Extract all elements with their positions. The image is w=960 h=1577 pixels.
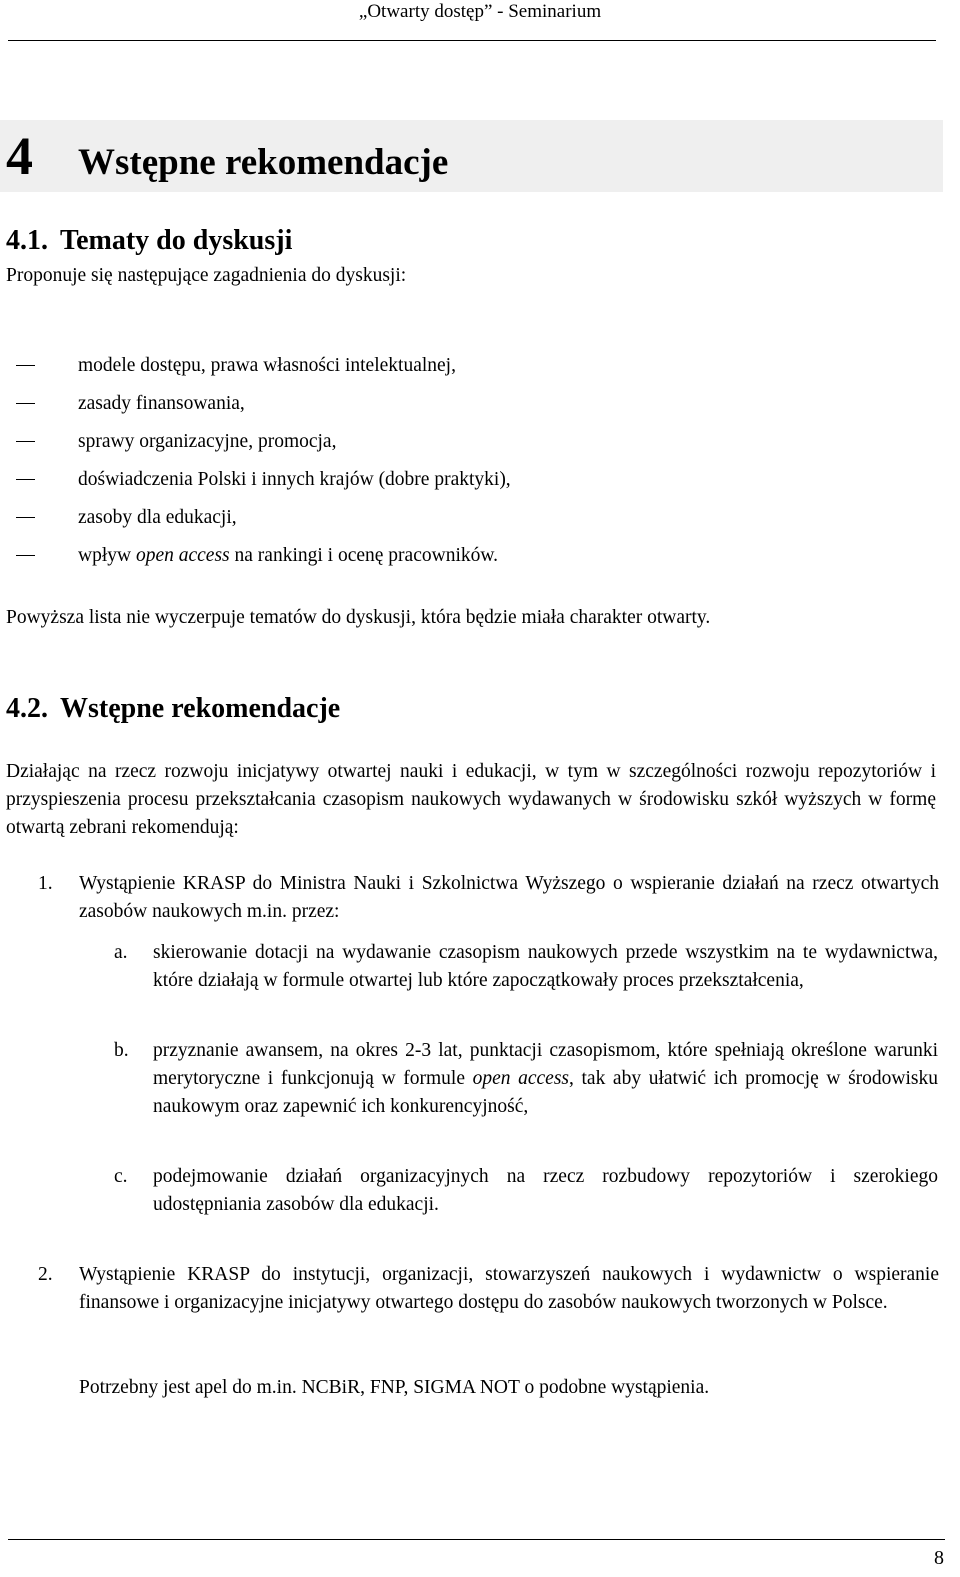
list-item: wpływ open access na rankingi i ocenę pracowników. [0,537,900,575]
list-marker: 2. [38,1264,53,1285]
section-number: 4.1. [6,225,48,256]
subitem-c [0,1163,940,1219]
list-item: modele dostępu, prawa własności intelektualnej, [0,347,900,385]
appeal-text: Potrzebny jest apel do m.in. NCBiR, FNP, SIGMA NOT o podobne wystąpienia. [79,1377,710,1398]
chapter-number: 4 [6,126,33,186]
list-marker: c. [114,1166,128,1187]
chapter-heading [6,126,448,193]
subitem-text: podejmowanie działań organizacyjnych na rzecz rozbudowy repozytoriów i szerokiego udostępniania zasobów dla edukacji. [153,1166,938,1215]
subitem-text: skierowanie dotacji na wydawanie czasopism naukowych przede wszystkim na te wydawnictwa, które działają w formule otwartej lub które zapoczątkowały proces przekształcenia, [153,942,938,991]
subitem-b [0,1037,940,1121]
list-item: zasoby dla edukacji, [0,499,900,537]
list-marker: b. [114,1040,129,1061]
dash-bullet [16,479,35,480]
recommendation-item-2 [0,1261,940,1317]
subitem-a [0,939,940,995]
section-number: 4.2. [6,693,48,724]
emphasis-open-access: open access [135,545,230,566]
list-marker: 1. [38,873,53,894]
dash-bullet [16,403,35,404]
section-heading-4-2 [6,692,340,726]
dash-bullet [16,555,35,556]
subitem-text: przyznanie awansem, na okres 2-3 lat, punktacji czasopismom, które spełniają określone warunki merytoryczne i funkcjonują w formule open access, tak aby ułatwić ich promocję w środowisku naukowym oraz zapewnić ich konkurencyjność, [153,1040,938,1117]
page-number: 8 [934,1547,944,1569]
header-rule [8,40,936,41]
dash-bullet [16,517,35,518]
dash-bullet [16,365,35,366]
recommendations-intro: Działając na rzecz rozwoju inicjatywy otwartej nauki i edukacji, w tym w szczególności rozwoju repozytoriów i przyspieszenia procesu przekształcania czasopism naukowych wydawanych w środowisku szkół wyższych w formę otwartą zebrani rekomendują: [6,761,936,838]
topics-closing-note: Powyższa lista nie wyczerpuje tematów do dyskusji, która będzie miała charakter otwarty. [6,607,711,628]
section-title: Tematy do dyskusji [60,225,293,256]
topics-intro: Proponuje się następujące zagadnienia do dyskusji: [6,265,407,286]
recommendation-text: Wystąpienie KRASP do instytucji, organizacji, stowarzyszeń naukowych i wydawnictw o wspieranie finansowe i organizacyjne inicjatywy otwartego dostępu do zasobów naukowych tworzonych w Polsce. [79,1264,939,1313]
list-item: sprawy organizacyjne, promocja, [0,423,900,461]
dash-bullet [16,441,35,442]
emphasis-open-access: open access [472,1068,570,1089]
recommendation-item-1 [0,870,940,926]
appeal-note [0,1374,940,1402]
list-item: zasady finansowania, [0,385,900,423]
topics-list [0,347,900,575]
section-title: Wstępne rekomendacje [60,693,341,724]
list-marker: a. [114,942,128,963]
running-header: „Otwarty dostęp” - Seminarium [358,1,602,22]
list-item: doświadczenia Polski i innych krajów (dobre praktyki), [0,461,900,499]
recommendation-text: Wystąpienie KRASP do Ministra Nauki i Szkolnictwa Wyższego o wspieranie działań na rzecz otwartych zasobów naukowych m.in. przez: [79,873,939,922]
chapter-title: Wstępne rekomendacje [78,142,449,183]
footer-rule [8,1539,945,1540]
section-heading-4-1 [6,224,292,258]
